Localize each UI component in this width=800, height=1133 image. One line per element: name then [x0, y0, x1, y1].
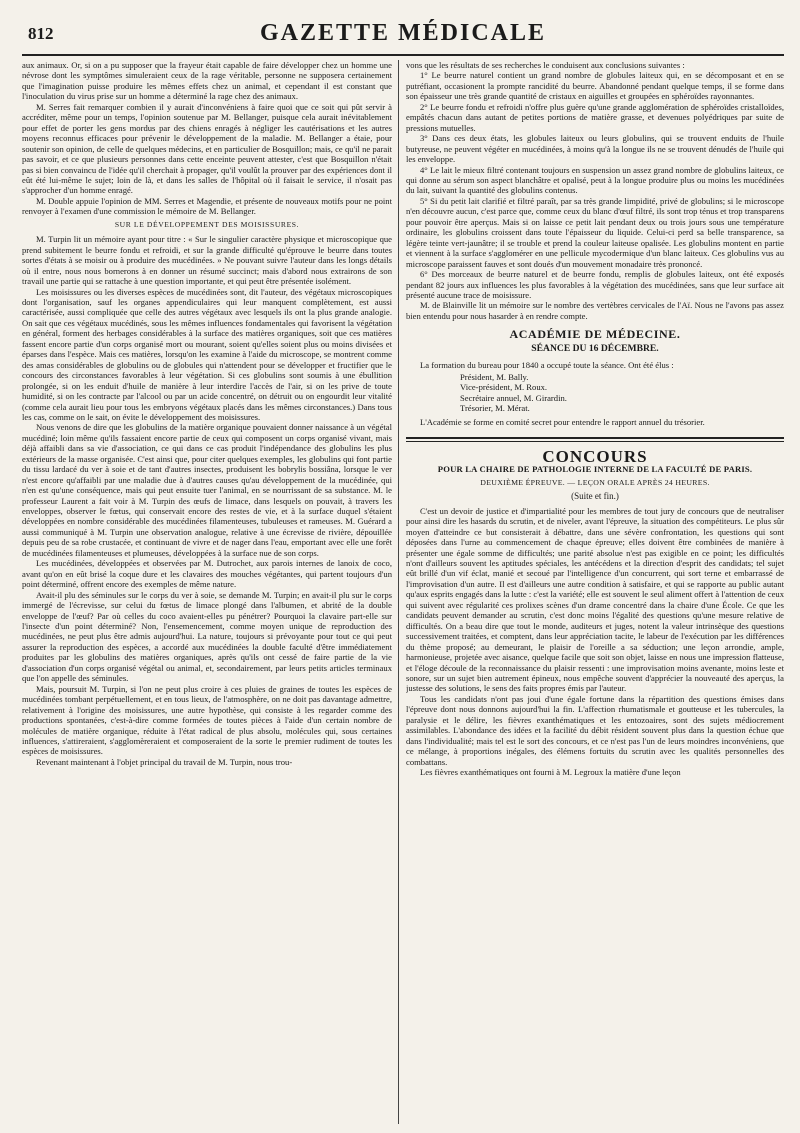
- paragraph: Nous venons de dire que les globulins de la matière organique pouvaient donner naissance à un végétal mucédiné; loin même qu'ils fassaient encore partie de ceux qui composent un corps organisé vivant, mais déjà affaibli dans sa vie d'association, ce qui dans ce cas produit l'indépendance des globulins les plus extérieurs de la masse organisée. C'est ainsi que, pour citer quelques exemples, les globulins qui font partie du tissu lardacé du ver à soie et de tant d'autres insectes, produisent les bobrylis bossiâna, lorsque le ver n'est encore qu'affaibli par une maladie due à d'autres causes qu'au développement de la mucédinée, qui n'en est qu'une conséquence, mais qui peut ensuite tuer l'animal, en se nourrissant de sa substance. M. le professeur Laurent a fait voir à M. Turpin des œufs de limace, dans lesquels on pouvait, à travers les enveloppes, observer le fœtus, qui conservait encore des restes de vie, et à la surface duquel s'étaient développées en nombre considérable des mucédinées filamenteuses, tubuleuses et rameuses. M. Guérard a aussi communiqué à M. Turpin une observation analogue, relative à une écrevisse de rivière, dépouillée depuis peu de sa robe crustacée, et continuant de vivre et de nager dans l'eau, emportant avec elle une forêt de mucédinées filamenteuses et plumeuses, développées à la surface nue de son corps.: [22, 422, 392, 558]
- paragraph: aux animaux. Or, si on a pu supposer que la frayeur était capable de faire développer chez un homme une névrose dont les symptômes simuleraient ceux de la rage véritable, personne ne supposera certainement que l'imagination puisse produire les mêmes effets chez un animal, et cependant il est constant que l'inoculation du virus prise sur un homme a déterminé la rage chez des animaux.: [22, 60, 392, 102]
- officer-treasurer: Trésorier, M. Mérat.: [460, 403, 530, 414]
- officer-secretary: Secrétaire annuel, M. Girardin.: [460, 392, 567, 403]
- section-title-academie: ACADÉMIE DE MÉDECINE.: [509, 327, 681, 342]
- paragraph: C'est un devoir de justice et d'impartialité pour les membres de tout jury de concours que de neutraliser pour ainsi dire les hasards du scrutin, et de niveler, avant l'épreuve, la situation des compétiteurs. Le plus sûr moyen d'atteindre ce but consisterait à débattre, dans une sévère confrontation, les questions qui sont déposées dans l'urne au commencement de chaque épreuve; elles doivent être combinées de manière à présenter une égale somme de difficultés; une parité absolue n'est pas exigible en ce point; les difficultés n'ont d'ailleurs souvent les aptitudes spéciales, les antécédens et la direction d'esprit des candidats; tel sujet eût brillé d'un vif éclat, manié et secoué par l'intelligence d'un concurrent, qui sort terne et embarrassé de l'improvisation d'un autre. Il est d'ailleurs une autre condition à satisfaire, et qui se rapporte au public autant qu'aux esprits engagés dans la lutte : c'est la variété; elle est souvent le seul aliment offert à l'attention de ceux qui suivent avec régularité ces prolixes scènes d'un drame concentré dans la chaire d'une École. Ce que les candidats peuvent demander au scrutin, c'est donc moins l'égalité des questions qu'une mesure relative de difficultés. On a beau dire que tout le monde, auditeurs et juges, notent la valeur intrinsèque des questions successivement traitées, et comptent, dans leur appréciation tacite, le labeur de l'exécution par les différences du thème proposé; au demeurant, le plaisir de l'oreille a sa séduction; une leçon arrondie, ample, harmonieuse, projetée avec aisance, quelque facile que soit son objet, laisse en nous une impression flatteuse, et l'éloge découle de la reconnaissance du plaisir ressenti : une improvisation moins avenante, moins leste et sonore, sur un sujet bien autrement épineux, nous empêche souvent d'apprécier la nouveauté des aperçus, la justesse des solutions, le sens des faits propres émis par l'auteur.: [406, 505, 784, 694]
- columns: [22, 60, 784, 1124]
- left-column: [22, 60, 392, 1124]
- conclusion-item: 1° Le beurre naturel contient un grand nombre de globules laiteux qui, en se décomposant et en se putréfiant, occasionent la prompte rancidité du beurre. Abandonné pendant quelque temps, il se forme dans son épaisseur une très grande quantité de cristaux en aiguilles et groupées en sphéroïdes rayonnantes.: [406, 70, 784, 102]
- paragraph: M. Turpin lit un mémoire ayant pour titre : « Sur le singulier caractère physique et microscopique que prend subitement le beurre fondu et refroidi, et sur la grande difficulté qu'éprouve le beurre dans toutes sortes d'états à se moisir ou à produire des mucédinées. » Ne pouvant suivre l'auteur dans les longs détails où il entre, nous nous bornerons à en donner un résumé succinct; mais d'abord nous extrairons de son travail une partie qui se rattache à une question importante, et qui peut être présentée isolément.: [22, 234, 392, 287]
- officer-president: Président, M. Bally.: [460, 371, 529, 382]
- concours-subtitle: POUR LA CHAIRE DE PATHOLOGIE INTERNE DE LA FACULTÉ DE PARIS.: [437, 464, 753, 475]
- newspaper-page: [22, 14, 784, 1124]
- paragraph: vons que les résultats de ses recherches le conduisent aux conclusions suivantes :: [406, 60, 685, 70]
- conclusion-item: 6° Des morceaux de beurre naturel et de beurre fondu, remplis de globules laiteux, ont été exposés pendant 82 jours aux influences les plus favorables à la végétation des mucédinées, sans que leur surface ait présenté aucune trace de moisissure.: [406, 269, 784, 300]
- page-header: [22, 14, 784, 56]
- paragraph: M. Serres fait remarquer combien il y aurait d'inconvéniens à faire quoi que ce soit qui pût servir à accréditer, même pour un temps, l'opinion soutenue par M. Bellanger, puisque cela aurait inévitablement pour effet de porter les gens mordus par des chiens enragés à négliger les cautérisations et les autres moyens reconnus efficaces pour prévenir le développement de la maladie. M. Bellanger a étaie, pour soutenir son opinion, de celle de quelques médecins, et en particulier de Bosquillon; mais, ce qu'il ne parait pas savoir, et ce que plusieurs personnes dans cette enceinte peuvent attester, c'est que Bosquillon n'était pas si bien convaincu de l'idée qu'il cherchait à propager, qu'il voulût la prouver par des expériences dont il eût été lui-même le sujet; loin de là, et dans les salles de l'hôpital où il faisait le service, il n'osait pas s'approcher d'un homme enragé.: [22, 101, 392, 196]
- conclusion-item: 5° Si du petit lait clarifié et filtré paraît, par sa très grande limpidité, privé de globulins; si le microscope n'en découvre aucun, c'est parce que, comme ceux du blanc d'œuf filtré, ils sont trop ténus et trop transparens pour pouvoir être aperçus. Mais si on laisse ce petit lait pendant deux ou trois jours sous une température ordinaire, les globulins croissent dans toute l'épaisseur du liquide. Celui-ci perd sa belle transparence, sa légère teinte vert-jaunâtre; il se trouble et prend la couleur laiteuse opalisée. Les globulins montent en partie et viennent à la surface s'agglomérer en une pellicule mycodermique d'un blanc laiteux. Ces globulins vus au microscope paraissent fauves et sont doués d'un mouvement monadaire très prononcé.: [406, 195, 784, 269]
- paragraph: Les fièvres exanthématiques ont fourni à M. Legroux la matière d'une leçon: [420, 767, 681, 778]
- page-title: GAZETTE MÉDICALE: [259, 20, 547, 46]
- epreuve-heading: DEUXIÈME ÉPREUVE. — LEÇON ORALE APRÈS 24 HEURES.: [480, 477, 710, 487]
- paragraph: Avait-il plu des séminules sur le corps du ver à soie, se demande M. Turpin; en avait-il plu sur le corps immergé de l'écrevisse, sur celui du fœtus de limace plongé dans l'albumen, et abrité de la double enveloppe de l'œuf? Par où celles du coco avaient-elles pu pénétrer? Pourquoi la clavaire part-elle sur l'insecte d'un point déterminé? Non, l'ensemencement, comme moyen unique de reproduction des mucédinées, ne peut plus être admis aujourd'hui. La nature, toujours si prévoyante pour tout ce qui peut assurer la reproduction des espèces, a accordé aux mucédinées la double faculté d'être immédiatement produites par les globulins des matières organiques, après qu'ils ont cessé de faire partie de la vie d'association d'un corps organisé végétal ou animal, et, secondairement, par leurs petits articles terminaux que l'on appelle des séminules.: [22, 589, 392, 684]
- officers-list: [406, 372, 784, 414]
- conclusion-item: 3° Dans ces deux états, les globules laiteux ou leurs globulins, qui se trouvent enduits de l'huile butyreuse, ne peuvent végéter en mucédinées, à moins qu'à la longue ils ne se trouvent dénudés de l'huile qui les enveloppe.: [406, 133, 784, 165]
- conclusion-item: 2° Le beurre fondu et refroidi n'offre plus guère qu'une grande agglomération de sphéroïdes cristalloïdes, empâtés chacun dans autant de petites portions de matière grasse, et devenues polyédriques par suite de pressions mutuelles.: [406, 101, 784, 133]
- paragraph: Les moisissures ou les diverses espèces de mucédinées sont, dit l'auteur, des végétaux microscopiques dont l'organisation, sauf les organes appendiculaires qui leur manquent complètement, est aussi caractérisée, aussi compliquée que celle des autres végétaux avec lesquels ils ont la plus grande analogie. On sait que ces végétaux mucédinés, sous les mêmes influences fondamentales qui favorisent la végétation en général, forment des herbages considérables à la surface des matières organiques, soit que ces matières fassent encore partie d'un corps organisé mort ou mourant, soient qu'elles soient plus ou moins divisées et éparses dans l'espèce. Mais ces matières, lorsqu'on les examine à l'aide du microscope, se montrent comme des amas considérables de globulins ou de globules qui n'attendent pour se développer et fructifier que le concours des circonstances favorables à leur végétation. Si ces globulins sont soumis à une ébullition prolongée, si on les enduit d'huile de manière à leur interdire l'accès de l'air, si on les prive de toute humidité, si on les contracte par l'alcool ou par un acide concentré, on détruit ou on engourdit leur vitalité (comme cela aurait lieu pour tous les embryons végétaux placés dans les mêmes circonstances.) Dans tous les cas, comme on le sait, on évite le développement des moisissures.: [22, 286, 392, 422]
- paragraph: M. Double appuie l'opinion de MM. Serres et Magendie, et présente de nouveaux motifs pour ne point renvoyer à l'examen d'une commission le mémoire de M. Bellanger.: [22, 195, 392, 217]
- paragraph: La formation du bureau pour 1840 a occupé toute la séance. Ont été élus :: [420, 360, 674, 371]
- seance-heading: SÉANCE DU 16 DÉCEMBRE.: [531, 342, 659, 354]
- conclusion-item: 4° Le lait le mieux filtré contenant toujours en suspension un assez grand nombre de globulins laiteux, ce qui donne au sérum son aspect blanchâtre et opalisé, peut à la longue produire plus ou moins les mucédinées du lait, suivant la quantité des globulins contenus.: [406, 164, 784, 196]
- right-column: [406, 60, 784, 1124]
- section-divider: [406, 437, 784, 442]
- paragraph: Mais, poursuit M. Turpin, si l'on ne peut plus croire à ces pluies de graines de toutes les espèces de mucédinées tombant perpétuellement, et en tous lieux, de l'atmosphère, on ne doit pas davantage admettre, relativement à l'origine des moisissures, une autre hypothèse, qui consiste à les regarder comme des productions spontanées, c'est-à-dire comme formées de toutes pièces à l'aide d'un certain nombre de molécules de matière organique, réduite à l'état radical de plus absolu, molécules qui, sous certaines influences, s'attireraient, s'agglomèreraient et composeraient de la sorte le premier rudiment de toutes les espèces de moisissures.: [22, 683, 392, 757]
- officer-vice-president: Vice-président, M. Roux.: [460, 382, 548, 393]
- column-divider: [398, 60, 399, 1124]
- concours-title: CONCOURS: [542, 446, 648, 466]
- page-number: 812: [28, 24, 54, 43]
- paragraph: Revenant maintenant à l'objet principal du travail de M. Turpin, nous trou-: [36, 756, 293, 767]
- paragraph: L'Académie se forme en comité secret pour entendre le rapport annuel du trésorier.: [420, 416, 705, 427]
- paragraph: M. de Blainville lit un mémoire sur le nombre des vertèbres cervicales de l'Aï. Nous ne l'avons pas assez bien entendu pour nous hasarder à en rendre compte.: [406, 300, 784, 321]
- suite-note: (Suite et fin.): [571, 491, 619, 502]
- paragraph: Tous les candidats n'ont pas joui d'une égale fortune dans la répartition des questions émises dans l'épreuve dont nous donnons aujourd'hui la fin. L'affection rhumatismale et goutteuse et les tubercules, la paralysie et le délire, les fièvres exanthématiques et les entozoaires, sont des sujets médiocrement assimilables. L'abondance des idées et la facilité du débit résident souvent plus dans la question échue que dans l'individualité; mais tel est le sort des concours, et ce n'est pas l'un de leurs moindres inconvéniens, que ce mélange, à proportions inégales, des élémens fortuits du scrutin avec les qualités personnelles des combattans.: [406, 693, 784, 767]
- section-subheading: SUR LE DÉVELOPPEMENT DES MOISISSURES.: [114, 219, 300, 229]
- conclusions-list: [406, 70, 784, 300]
- paragraph: Les mucédinées, développées et observées par M. Dutrochet, aux parois internes de lanoix de coco, avant qu'on en eût brisé la coque dure et les clavaires des mouches végétantes, qui partent toujours d'un point déterminé, offrent encore des exemples de même nature.: [22, 558, 392, 590]
